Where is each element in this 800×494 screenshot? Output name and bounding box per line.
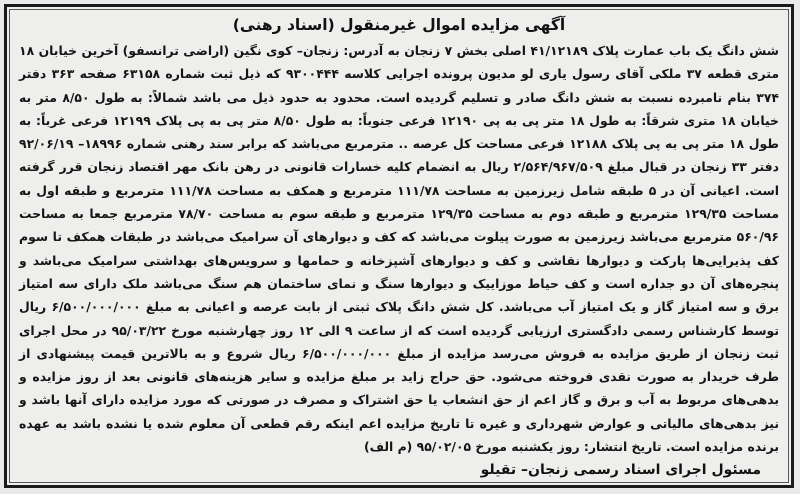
legal-notice — [4, 4, 794, 488]
notice-signature: مسئول اجرای اسناد رسمی زنجان– تقیلو — [480, 462, 761, 479]
notice-title: آگهی مزایده اموال غیرمنقول (اسناد رهنی) — [232, 16, 566, 34]
notice-body: شش دانگ یک باب عمارت پلاک ۴۱/۱۲۱۸۹ اصلی بخش ۷ زنجان به آدرس: زنجان– کوی نگین (اراضی ترانسفو) آخرین خیابان ۱۸ متری قطعه ۳۷ ملکی آقای رسول یاری لو مدیون پرونده اجرایی کلاسه ۹۳۰۰۴۴۴ که ذیل ثبت شماره ۶۳۱۵۸ صفحه ۳۶۳ دفتر ۳۷۴ بنام نامبرده نسبت به شش دانگ صادر و تسلیم گردیده است. محدود به حدود ذیل می باشد شمالاً: به طول ۸/۵۰ متر به خیابان ۱۸ متری شرقاً: به طول ۱۸ متر پی به پی ۱۲۱۹۰ فرعی جنوباً: به طول ۸/۵۰ متر پی به پی پلاک ۱۲۱۹۹ فرعی غرباً: به طول ۱۸ متر پی به پی پلاک ۱۲۱۸۸ فرعی مساحت کل عرصه .. مترمربع می‌باشد که برابر سند رهنی شماره ۱۸۹۹۶– ۹۲/۰۶/۱۹ دفتر ۳۳ زنجان در قبال مبلغ ۲/۵۶۴/۹۶۷/۵۰۹ ریال به انضمام کلیه خسارات قانونی در رهن بانک مهر اقتصاد زنجان قرر گرفته است. اعیانی آن در ۵ طبقه شامل زیرزمین به مساحت ۱۱۱/۷۸ مترمربع و همکف به مساحت ۱۱۱/۷۸ مترمربع و طبقه اول به مساحت ۱۲۹/۳۵ مترمربع و طبقه دوم به مساحت ۱۲۹/۳۵ مترمربع و طبقه سوم به مساحت ۷۸/۷۰ مترمربع جمعا به مساحت ۵۶۰/۹۶ مترمربع می‌باشد زیرزمین به صورت پیلوت می‌باشد که کف و دیوارهای آن سرامیک می‌باشد در طبقات همکف تا سوم کف پذیرایی‌ها پارکت و دیوارها نقاشی و کف و دیوارهای آشپزخانه و حمامها و سرویس‌های بهداشتی سرامیک می‌باشد و پنجره‌های آن دو جداره است و کف حیاط موزاییک و دیوارها سنگ و نمای ساختمان هم سنگ می‌باشد ملک دارای سه امتیاز برق و سه امتیاز گاز و یک امتیاز آب می‌باشد. کل شش دانگ پلاک ثبتی از بابت عرصه و اعیانی به مبلغ ۶/۵۰۰/۰۰۰/۰۰۰ ریال توسط کارشناس رسمی دادگستری ارزیابی گردیده است که از ساعت ۹ الی ۱۲ روز چهارشنبه مورخ ۹۵/۰۳/۲۲ در محل اجرای ثبت زنجان از طریق مزایده به فروش می‌رسد مزایده از مبلغ ۶/۵۰۰/۰۰۰/۰۰۰ ریال شروع و به بالاترین قیمت پیشنهادی از طرف خریدار به صورت نقدی فروخته می‌شود. حق حراج زاید بر مبلغ مزایده و سایر هزینه‌های قانونی بعد از روز مزایده و بدهی‌های مربوط به آب و برق و گاز اعم از حق انشعاب یا حق اشتراک و مصرف در صورتی که مورد مزایده دارای آنها باشد و نیز بدهی‌های مالیاتی و عوارض شهرداری و غیره تا تاریخ مزایده اعم اینکه رقم قطعی آن معلوم شده یا نشده باشد به عهده برنده مزایده است. تاریخ انتشار: روز یکشنبه مورخ ۹۵/۰۲/۰۵ (م الف) — [19, 43, 780, 455]
